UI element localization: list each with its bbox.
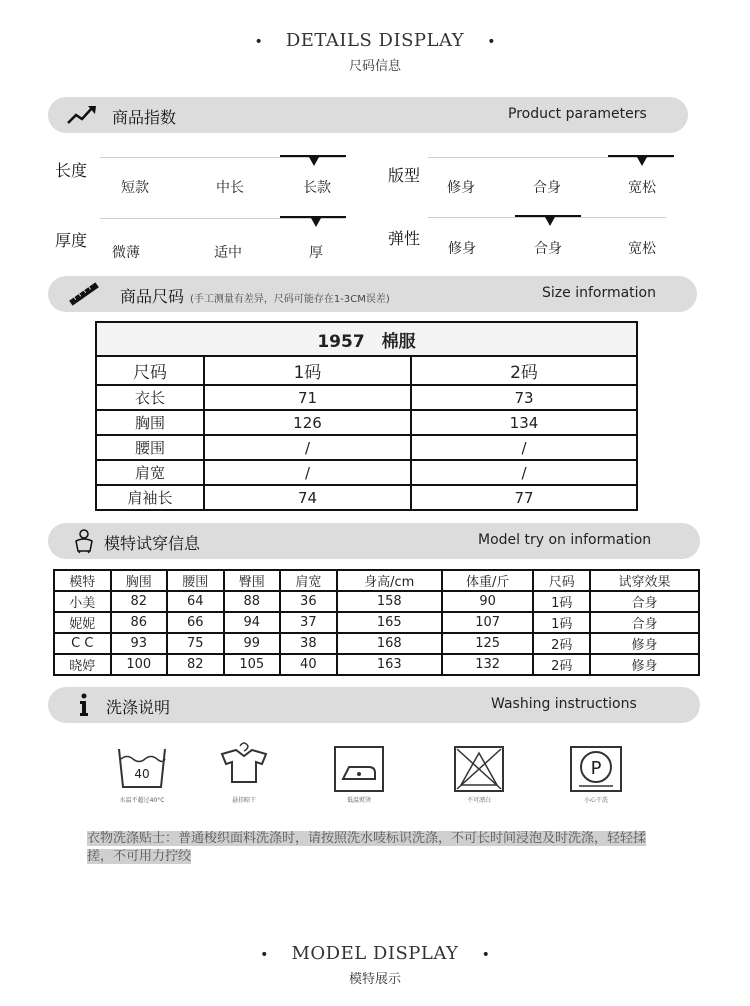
model-display-cn: 模特展示 <box>348 972 401 987</box>
triangle-marker-icon <box>637 157 647 166</box>
size-info-title: 商品尺码 (手工测量有差异，尺码可能存在1-3CM误差) <box>120 287 390 306</box>
table-row: 肩宽 / / <box>96 460 637 485</box>
product-params-en: Product parameters <box>508 106 647 122</box>
model-table <box>53 569 700 676</box>
care-tips-text: 衣物洗涤贴士：普通梭织面料洗涤时，请按照洗水唛标识洗涤，不可长时间浸泡及时洗涤，轻轻揉搓，不可用力拧绞 <box>87 831 647 864</box>
table-row: 晓婷 100 82 105 40 163 132 2码 修身 <box>54 654 699 675</box>
product-params-title: 商品指数 <box>112 108 177 127</box>
details-display-title: • DETAILS DISPLAY • 尺码信息 <box>0 30 750 74</box>
washing-bar <box>48 687 700 723</box>
svg-text:P: P <box>590 758 602 779</box>
table-row: 妮妮 86 66 94 37 165 107 1码 合身 <box>54 612 699 633</box>
triangle-marker-icon <box>311 218 321 227</box>
table-row: 肩袖长 74 77 <box>96 485 637 510</box>
svg-text:40: 40 <box>134 767 150 781</box>
product-params-bar <box>48 97 688 133</box>
dry-clean-p-label: 小心干洗 <box>583 797 608 804</box>
size-info-en: Size information <box>542 285 656 301</box>
ruler-icon <box>66 282 102 306</box>
person-icon <box>66 526 102 556</box>
dry-clean-p-icon <box>569 745 623 793</box>
size-table-title: 1957 棉服 <box>96 322 637 356</box>
wash-40-icon <box>115 745 169 793</box>
table-row: 腰围 / / <box>96 435 637 460</box>
no-bleach-icon <box>453 745 505 793</box>
model-display-en: MODEL DISPLAY <box>291 943 459 964</box>
trend-chart-icon <box>66 103 102 127</box>
washing-title: 洗涤说明 <box>106 698 171 717</box>
wash-40-label: 水温不超过40°C <box>119 797 165 804</box>
table-row: 衣长 71 73 <box>96 385 637 410</box>
model-info-title: 模特试穿信息 <box>104 534 201 553</box>
model-info-en: Model try on information <box>478 532 652 548</box>
details-display-en: DETAILS DISPLAY <box>285 30 465 51</box>
model-info-bar <box>48 523 700 559</box>
table-row: 尺码 1码 2码 <box>96 356 637 385</box>
table-row: 小美 82 64 88 36 158 90 1码 合身 <box>54 591 699 612</box>
hang-dry-icon <box>218 740 270 788</box>
iron-low-label: 低温熨烫 <box>346 797 371 804</box>
table-header-row: 模特 胸围 腰围 臀围 肩宽 身高/cm 体重/斤 尺码 试穿效果 <box>54 570 699 591</box>
size-table <box>95 321 638 511</box>
table-row: 胸围 126 134 <box>96 410 637 435</box>
iron-low-icon <box>333 745 385 793</box>
table-row: C C 93 75 99 38 168 125 2码 修身 <box>54 633 699 654</box>
no-bleach-label: 不可漂白 <box>466 797 491 804</box>
triangle-marker-icon <box>309 157 319 166</box>
size-info-bar <box>48 276 697 312</box>
model-display-title: • MODEL DISPLAY • 模特展示 <box>0 943 750 987</box>
details-display-cn: 尺码信息 <box>348 59 401 74</box>
washing-en: Washing instructions <box>491 696 637 712</box>
info-icon <box>66 693 102 717</box>
hang-dry-label: 悬挂晾干 <box>231 797 256 804</box>
triangle-marker-icon <box>545 217 555 226</box>
size-info-note: (手工测量有差异，尺码可能存在1-3CM误差) <box>190 294 390 305</box>
